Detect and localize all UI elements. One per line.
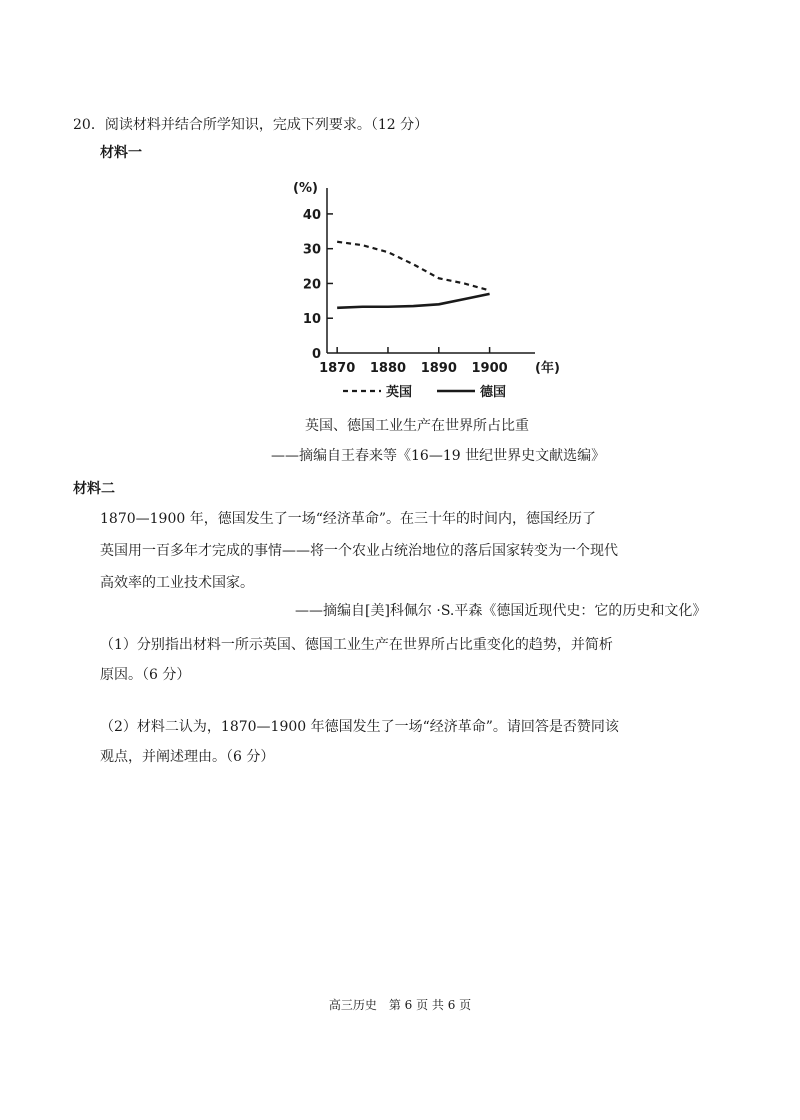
sub-question-2: （2）材料二认为，1870—1900 年德国发生了一场“经济革命”。请回答是否赞同该观点，并阐述理由。（6 分） <box>100 719 619 765</box>
question-header: 20．阅读材料并结合所学知识，完成下列要求。（12 分） <box>73 117 429 133</box>
chart-svg <box>285 175 575 410</box>
material2-source: ——摘编自[美]科佩尔 ·S.平森《德国近现代史：它的历史和文化》 <box>295 603 707 619</box>
y-tick-label: 0 <box>311 347 321 362</box>
material2-label: 材料二 <box>73 481 115 497</box>
legend-de-label: 德国 <box>480 385 507 400</box>
series-line-de <box>337 294 489 308</box>
chart <box>285 175 575 410</box>
y-tick-label: 20 <box>302 277 321 293</box>
y-axis-label: (%) <box>293 181 318 196</box>
x-tick-label: 1870 <box>319 361 356 376</box>
material2-line3: 高效率的工业技术国家。 <box>100 575 254 591</box>
sub-question-1: （1）分别指出材料一所示英国、德国工业生产在世界所占比重变化的趋势，并简析原因。（6 分） <box>100 637 613 683</box>
x-tick-label: 1880 <box>369 361 407 376</box>
x-tick-label: 1890 <box>420 361 457 376</box>
material2-text <box>100 503 620 599</box>
material2-line2: 英国用一百多年才完成的事情——将一个农业占统治地位的落后国家转变为一个现代 <box>100 543 618 559</box>
material1-label: 材料一 <box>100 145 142 161</box>
chart-caption: 英国、德国工业生产在世界所占比重 <box>305 418 529 434</box>
y-tick-label: 10 <box>302 312 321 328</box>
legend-uk-label: 英国 <box>386 385 413 400</box>
material2-line1: 1870—1900 年，德国发生了一场“经济革命”。在三十年的时间内，德国经历了 <box>100 511 597 527</box>
material1-source: ——摘编自王春来等《16—19 世纪世界史文献选编》 <box>271 448 606 464</box>
x-tick-label: 1900 <box>471 361 508 376</box>
series-line-uk <box>337 242 489 291</box>
page-footer: 高三历史 第 6 页 共 6 页 <box>328 998 472 1012</box>
y-tick-label: 30 <box>302 242 321 258</box>
x-axis-unit: (年) <box>535 361 560 376</box>
y-tick-label: 40 <box>302 207 321 223</box>
